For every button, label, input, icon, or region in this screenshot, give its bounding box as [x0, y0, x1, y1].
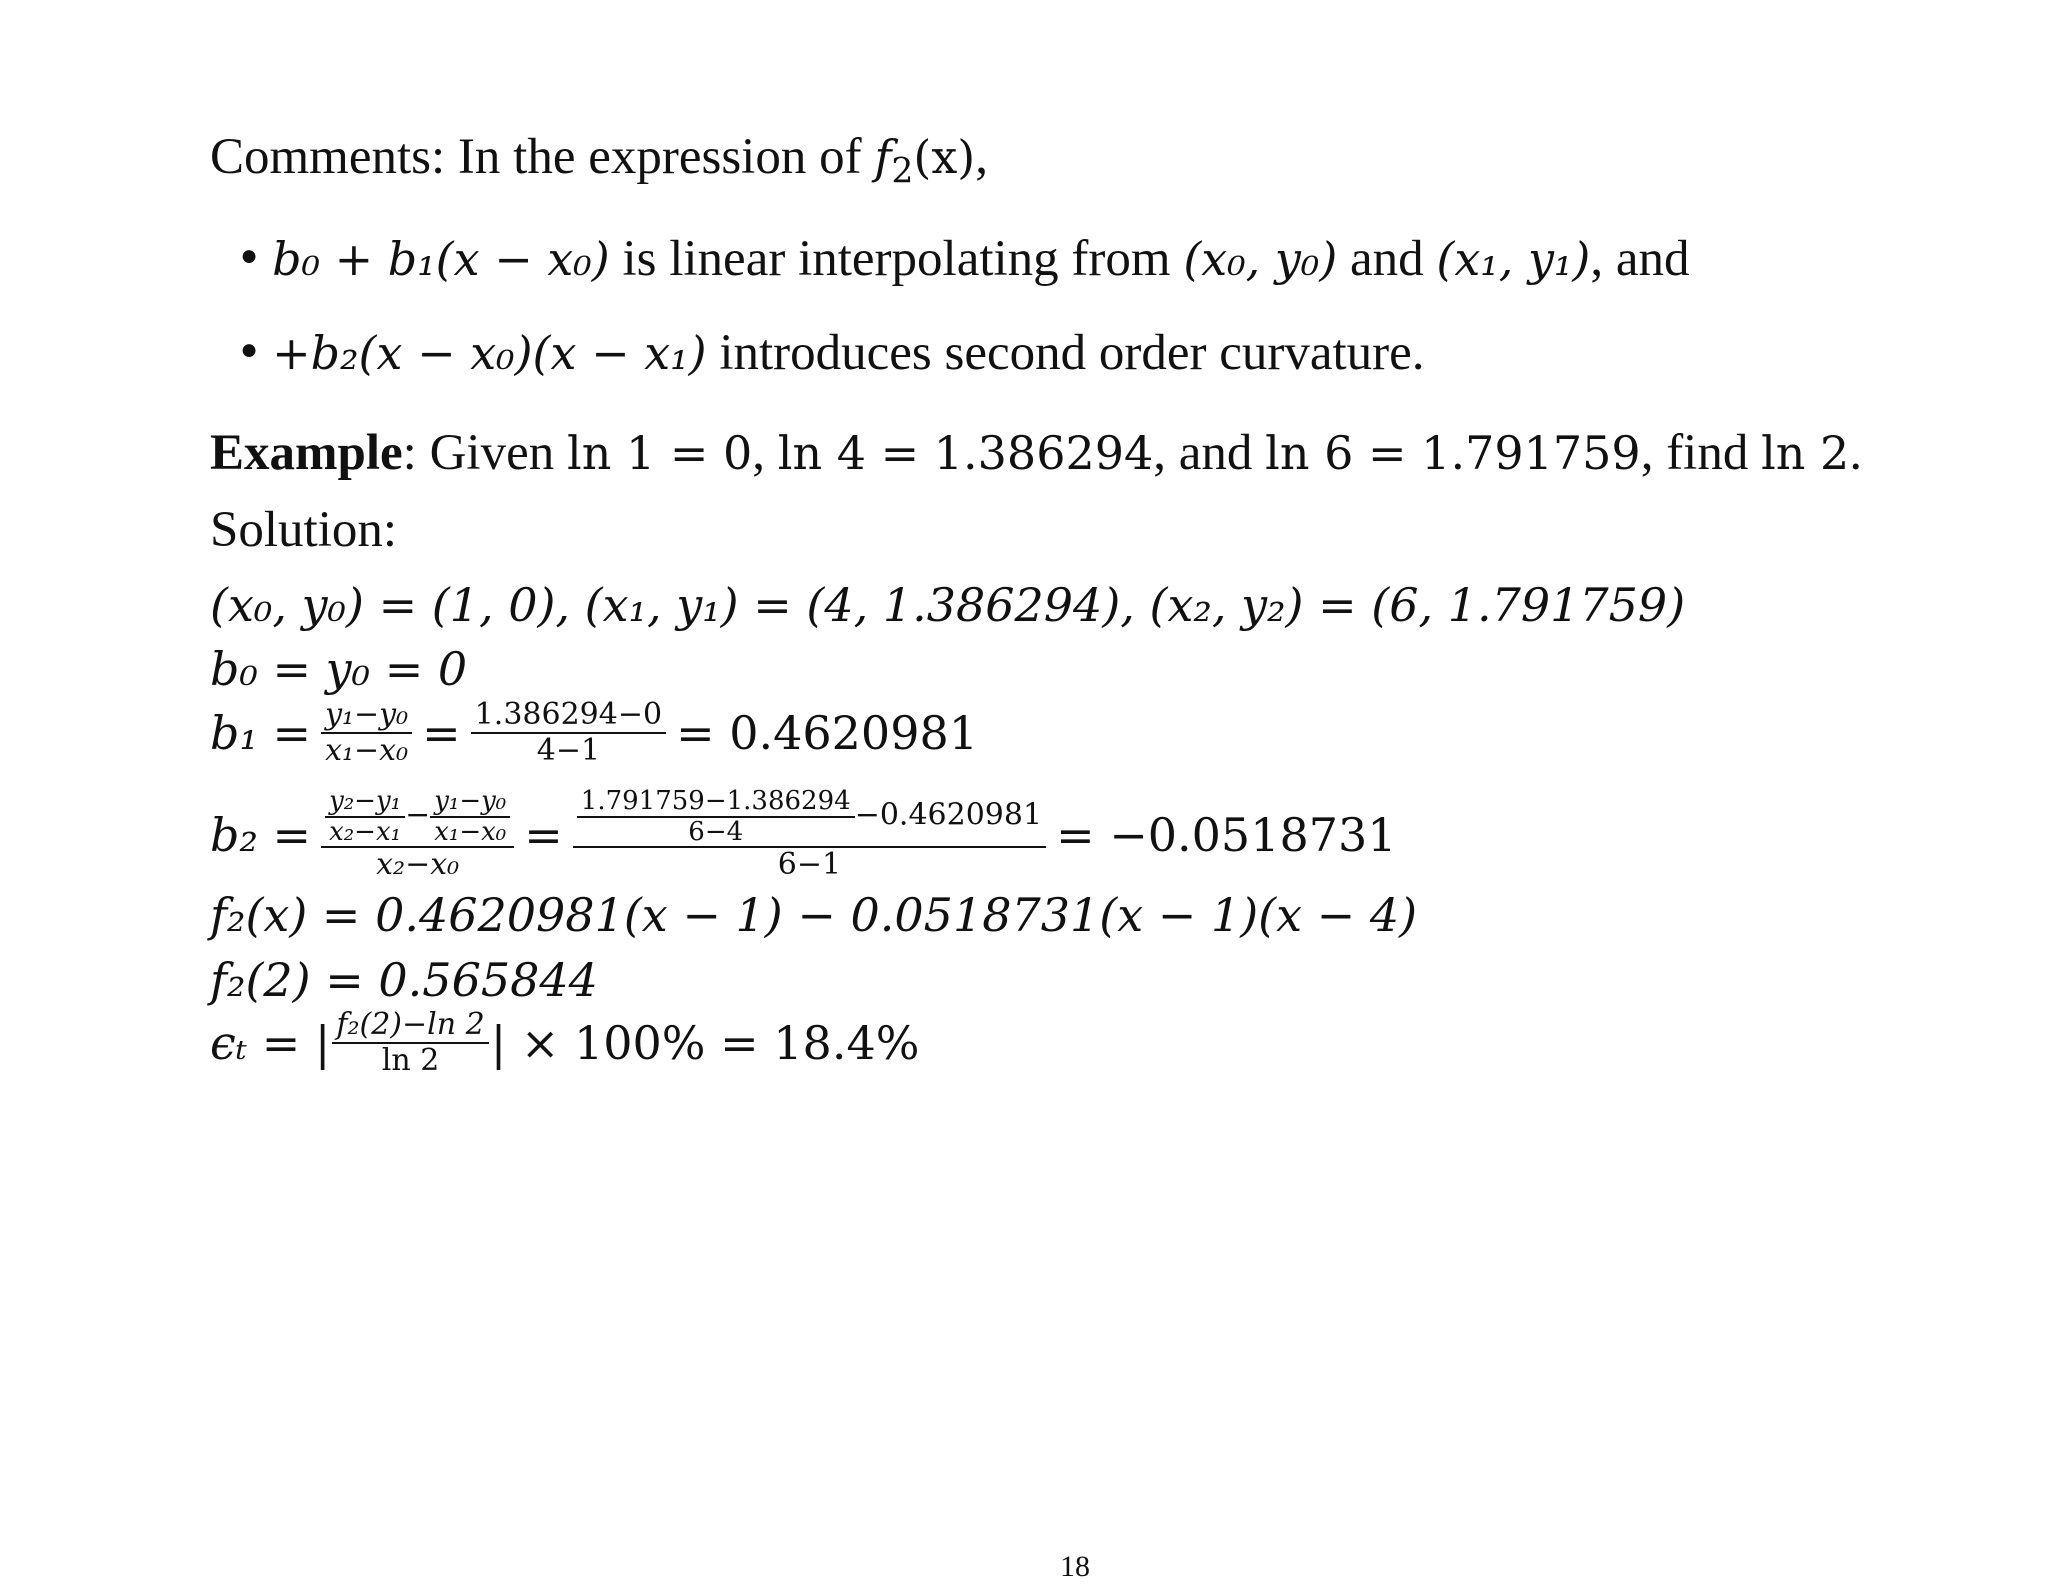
b2-result: = −0.0518731: [1056, 808, 1397, 862]
example-ln2: ln 2: [1761, 426, 1850, 480]
solution-points: (x₀, y₀) = (1, 0), (x₁, y₁) = (4, 1.386294), (x₂, y₂) = (6, 1.791759): [210, 578, 1686, 632]
b2-fraction-numeric: [573, 787, 1046, 883]
example-ln1: ln 1 = 0: [566, 426, 753, 480]
b2-tail: −0.4620981: [854, 797, 1043, 833]
b2-outer2-numerator: [573, 787, 1046, 848]
b2-outer2-denominator: 6−1: [777, 847, 842, 883]
b1-lhs: b₁ =: [210, 706, 312, 760]
b2-inner1-fraction: [325, 787, 405, 846]
bullet-linear-text3: , and: [1590, 231, 1690, 287]
example-statement: [210, 425, 1863, 481]
error-denominator: ln 2: [381, 1043, 440, 1078]
example-sep1: ,: [752, 425, 778, 481]
b1-fraction-numeric: [471, 698, 666, 769]
b2-lhs: b₂ =: [210, 808, 312, 862]
comments-intro-func: f: [874, 130, 892, 184]
comments-intro: [210, 129, 989, 192]
error-lhs: ϵₜ = |: [210, 1016, 331, 1070]
comments-intro-suffix: ,: [975, 129, 989, 185]
bullet-linear-text2: and: [1337, 231, 1437, 287]
bullet-icon: ●: [240, 332, 259, 366]
b2-outer-numerator: [321, 787, 514, 848]
comments-intro-arg: (x): [913, 130, 976, 184]
example-sep2: , and: [1153, 425, 1266, 481]
example-given: : Given: [402, 425, 567, 481]
bullet-icon: ●: [240, 238, 259, 272]
b1-eq: =: [422, 706, 461, 760]
b1-frac2-denominator: 4−1: [536, 733, 601, 768]
b1-result: = 0.4620981: [676, 706, 978, 760]
bullet-linear-point0: (x₀, y₀): [1183, 232, 1338, 286]
bullet-curvature-text1: introduces second order curvature.: [706, 325, 1425, 381]
example-sep3: , find: [1640, 425, 1762, 481]
comments-intro-prefix: Comments: In the expression of: [210, 129, 875, 185]
b1-frac2-numerator: 1.386294−0: [471, 698, 666, 735]
error-rhs: | × 100% = 18.4%: [490, 1016, 920, 1070]
b2-fraction-symbolic: [321, 787, 514, 883]
b2-inner2-numerator: y₁−y₀: [430, 787, 510, 818]
b2-outer-denominator: x₂−x₀: [376, 847, 460, 883]
solution-label: Solution:: [210, 502, 398, 558]
b2-inner3-numerator: 1.791759−1.386294: [577, 787, 855, 818]
error-fraction: [332, 1008, 488, 1079]
solution-f2x: f₂(x) = 0.4620981(x − 1) − 0.0518731(x − 1)(x − 4): [210, 888, 1418, 942]
b2-inner1-denominator: x₂−x₁: [329, 816, 402, 847]
bullet-linear-math: b₀ + b₁(x − x₀): [272, 232, 610, 286]
solution-b0: b₀ = y₀ = 0: [210, 642, 468, 696]
bullet-linear-point1: (x₁, y₁): [1436, 232, 1591, 286]
b2-inner2-denominator: x₁−x₀: [434, 816, 507, 847]
example-label: Example: [210, 425, 403, 481]
b1-fraction-symbolic: [321, 698, 412, 769]
bullet-item-linear: [240, 231, 1690, 287]
b2-inner2-fraction: [430, 787, 510, 846]
example-ln4: ln 4 = 1.386294: [777, 426, 1154, 480]
page-number: 18: [1060, 1550, 1090, 1583]
example-ln6: ln 6 = 1.791759: [1265, 426, 1641, 480]
bullet-curvature-math: +b₂(x − x₀)(x − x₁): [272, 326, 707, 380]
b1-frac1-numerator: y₁−y₀: [321, 698, 412, 735]
b2-minus: −: [405, 797, 431, 833]
b2-inner3-denominator: 6−4: [688, 816, 744, 847]
solution-b2: [210, 780, 1397, 890]
error-numerator: f₂(2)−ln 2: [332, 1008, 488, 1045]
b1-frac1-denominator: x₁−x₀: [325, 733, 409, 768]
bullet-linear-text1: is linear interpolating from: [609, 231, 1184, 287]
solution-error: [210, 1006, 920, 1078]
solution-b1: [210, 696, 978, 768]
b2-inner3-fraction: [577, 787, 855, 846]
b2-inner1-numerator: y₂−y₁: [325, 787, 405, 818]
b2-eq: =: [524, 808, 563, 862]
bullet-item-curvature: [240, 325, 1425, 381]
comments-intro-func-sub: 2: [891, 151, 914, 192]
example-end: .: [1849, 425, 1863, 481]
solution-f2-2: f₂(2) = 0.565844: [210, 953, 598, 1007]
